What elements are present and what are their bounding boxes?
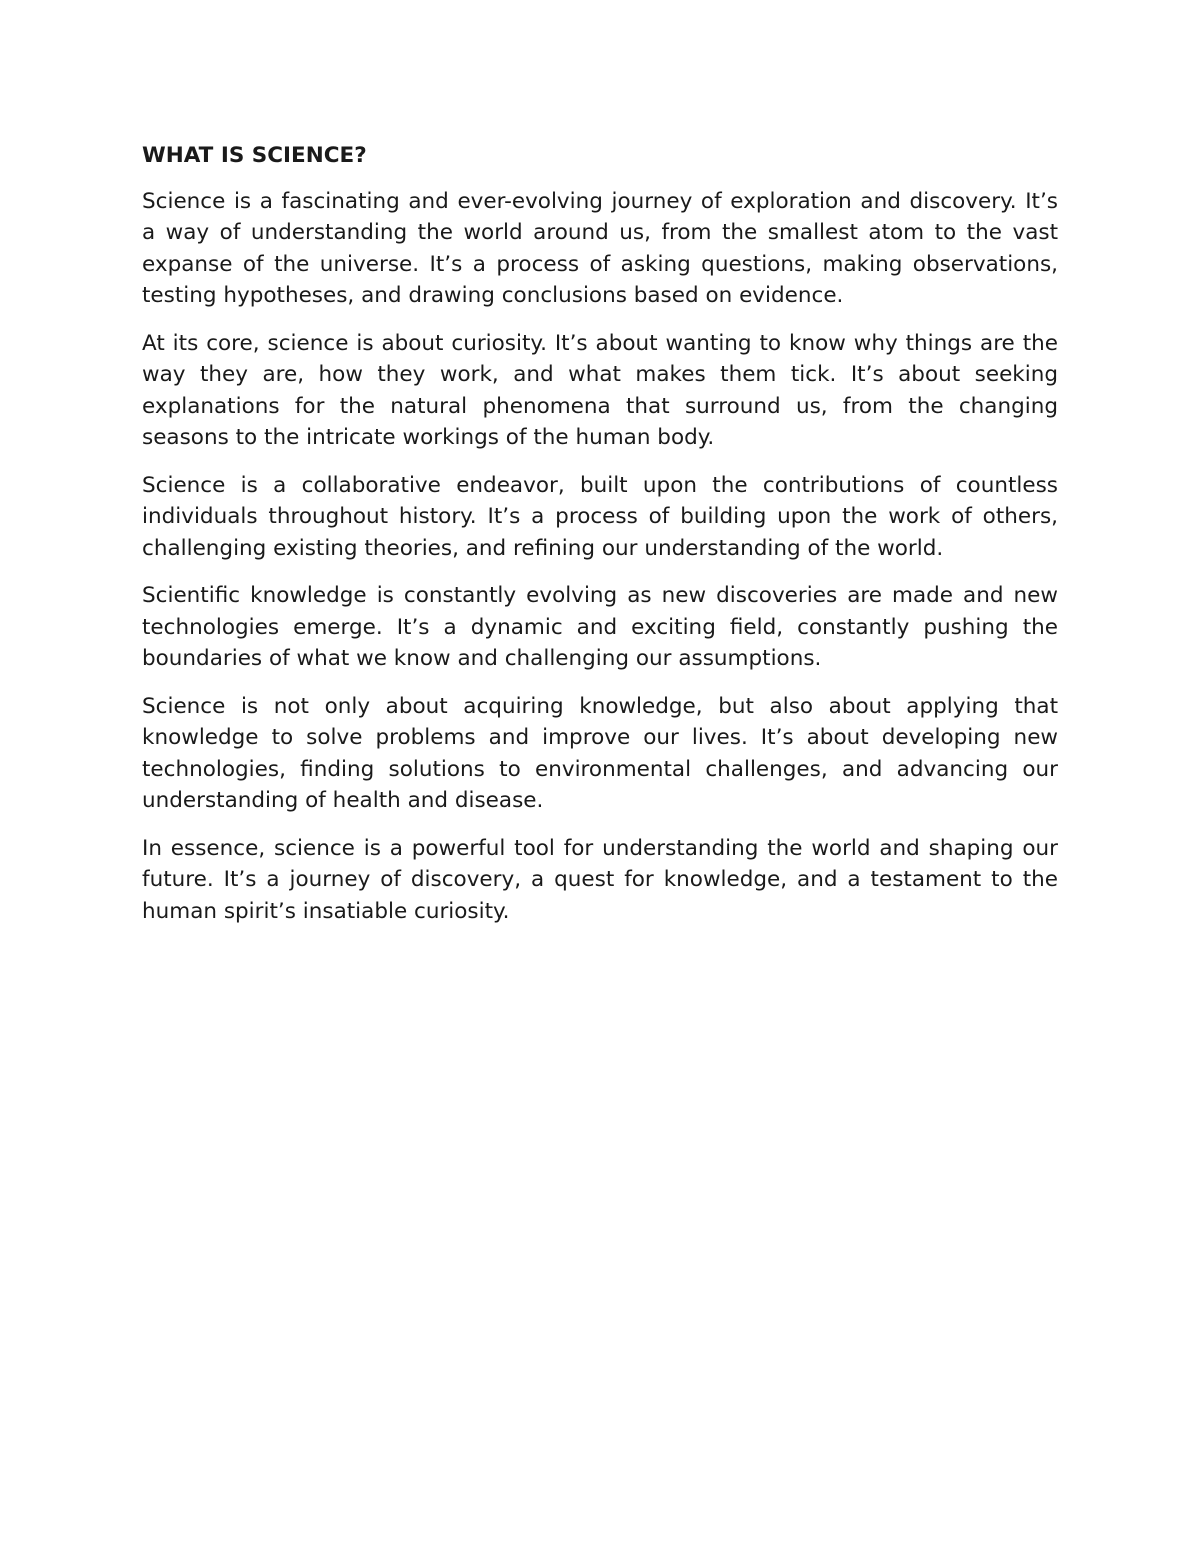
document-title: WHAT IS SCIENCE? bbox=[142, 143, 367, 168]
paragraph-6: In essence, science is a powerful tool for understanding the world and shaping our future. It’s a journey of discovery, a quest for knowledge, and a testament to the human spirit’s insatiable curiosity. bbox=[142, 835, 1058, 924]
document-body bbox=[142, 140, 1058, 943]
paragraph-1: Science is a fascinating and ever-evolving journey of exploration and discovery. It’s a way of understanding the world around us, from the smallest atom to the vast expanse of the universe. It’s a process of asking questions, making observations, testing hypotheses, and drawing conclusions based on evidence. bbox=[142, 188, 1058, 308]
paragraph-2: At its core, science is about curiosity. It’s about wanting to know why things are the way they are, how they work, and what makes them tick. It’s about seeking explanations for the natural phenomena that surround us, from the changing seasons to the intricate workings of the human body. bbox=[142, 330, 1058, 450]
paragraph-4: Scientific knowledge is constantly evolving as new discoveries are made and new technologies emerge. It’s a dynamic and exciting field, constantly pushing the boundaries of what we know and challenging our assumptions. bbox=[142, 583, 1058, 671]
paragraph-3: Science is a collaborative endeavor, built upon the contributions of countless individuals throughout history. It’s a process of building upon the work of others, challenging existing theories, and refining our understanding of the world. bbox=[142, 472, 1058, 561]
paragraph-5: Science is not only about acquiring knowledge, but also about applying that knowledge to solve problems and improve our lives. It’s about developing new technologies, finding solutions to environmental challenges, and advancing our understanding of health and disease. bbox=[142, 693, 1058, 813]
